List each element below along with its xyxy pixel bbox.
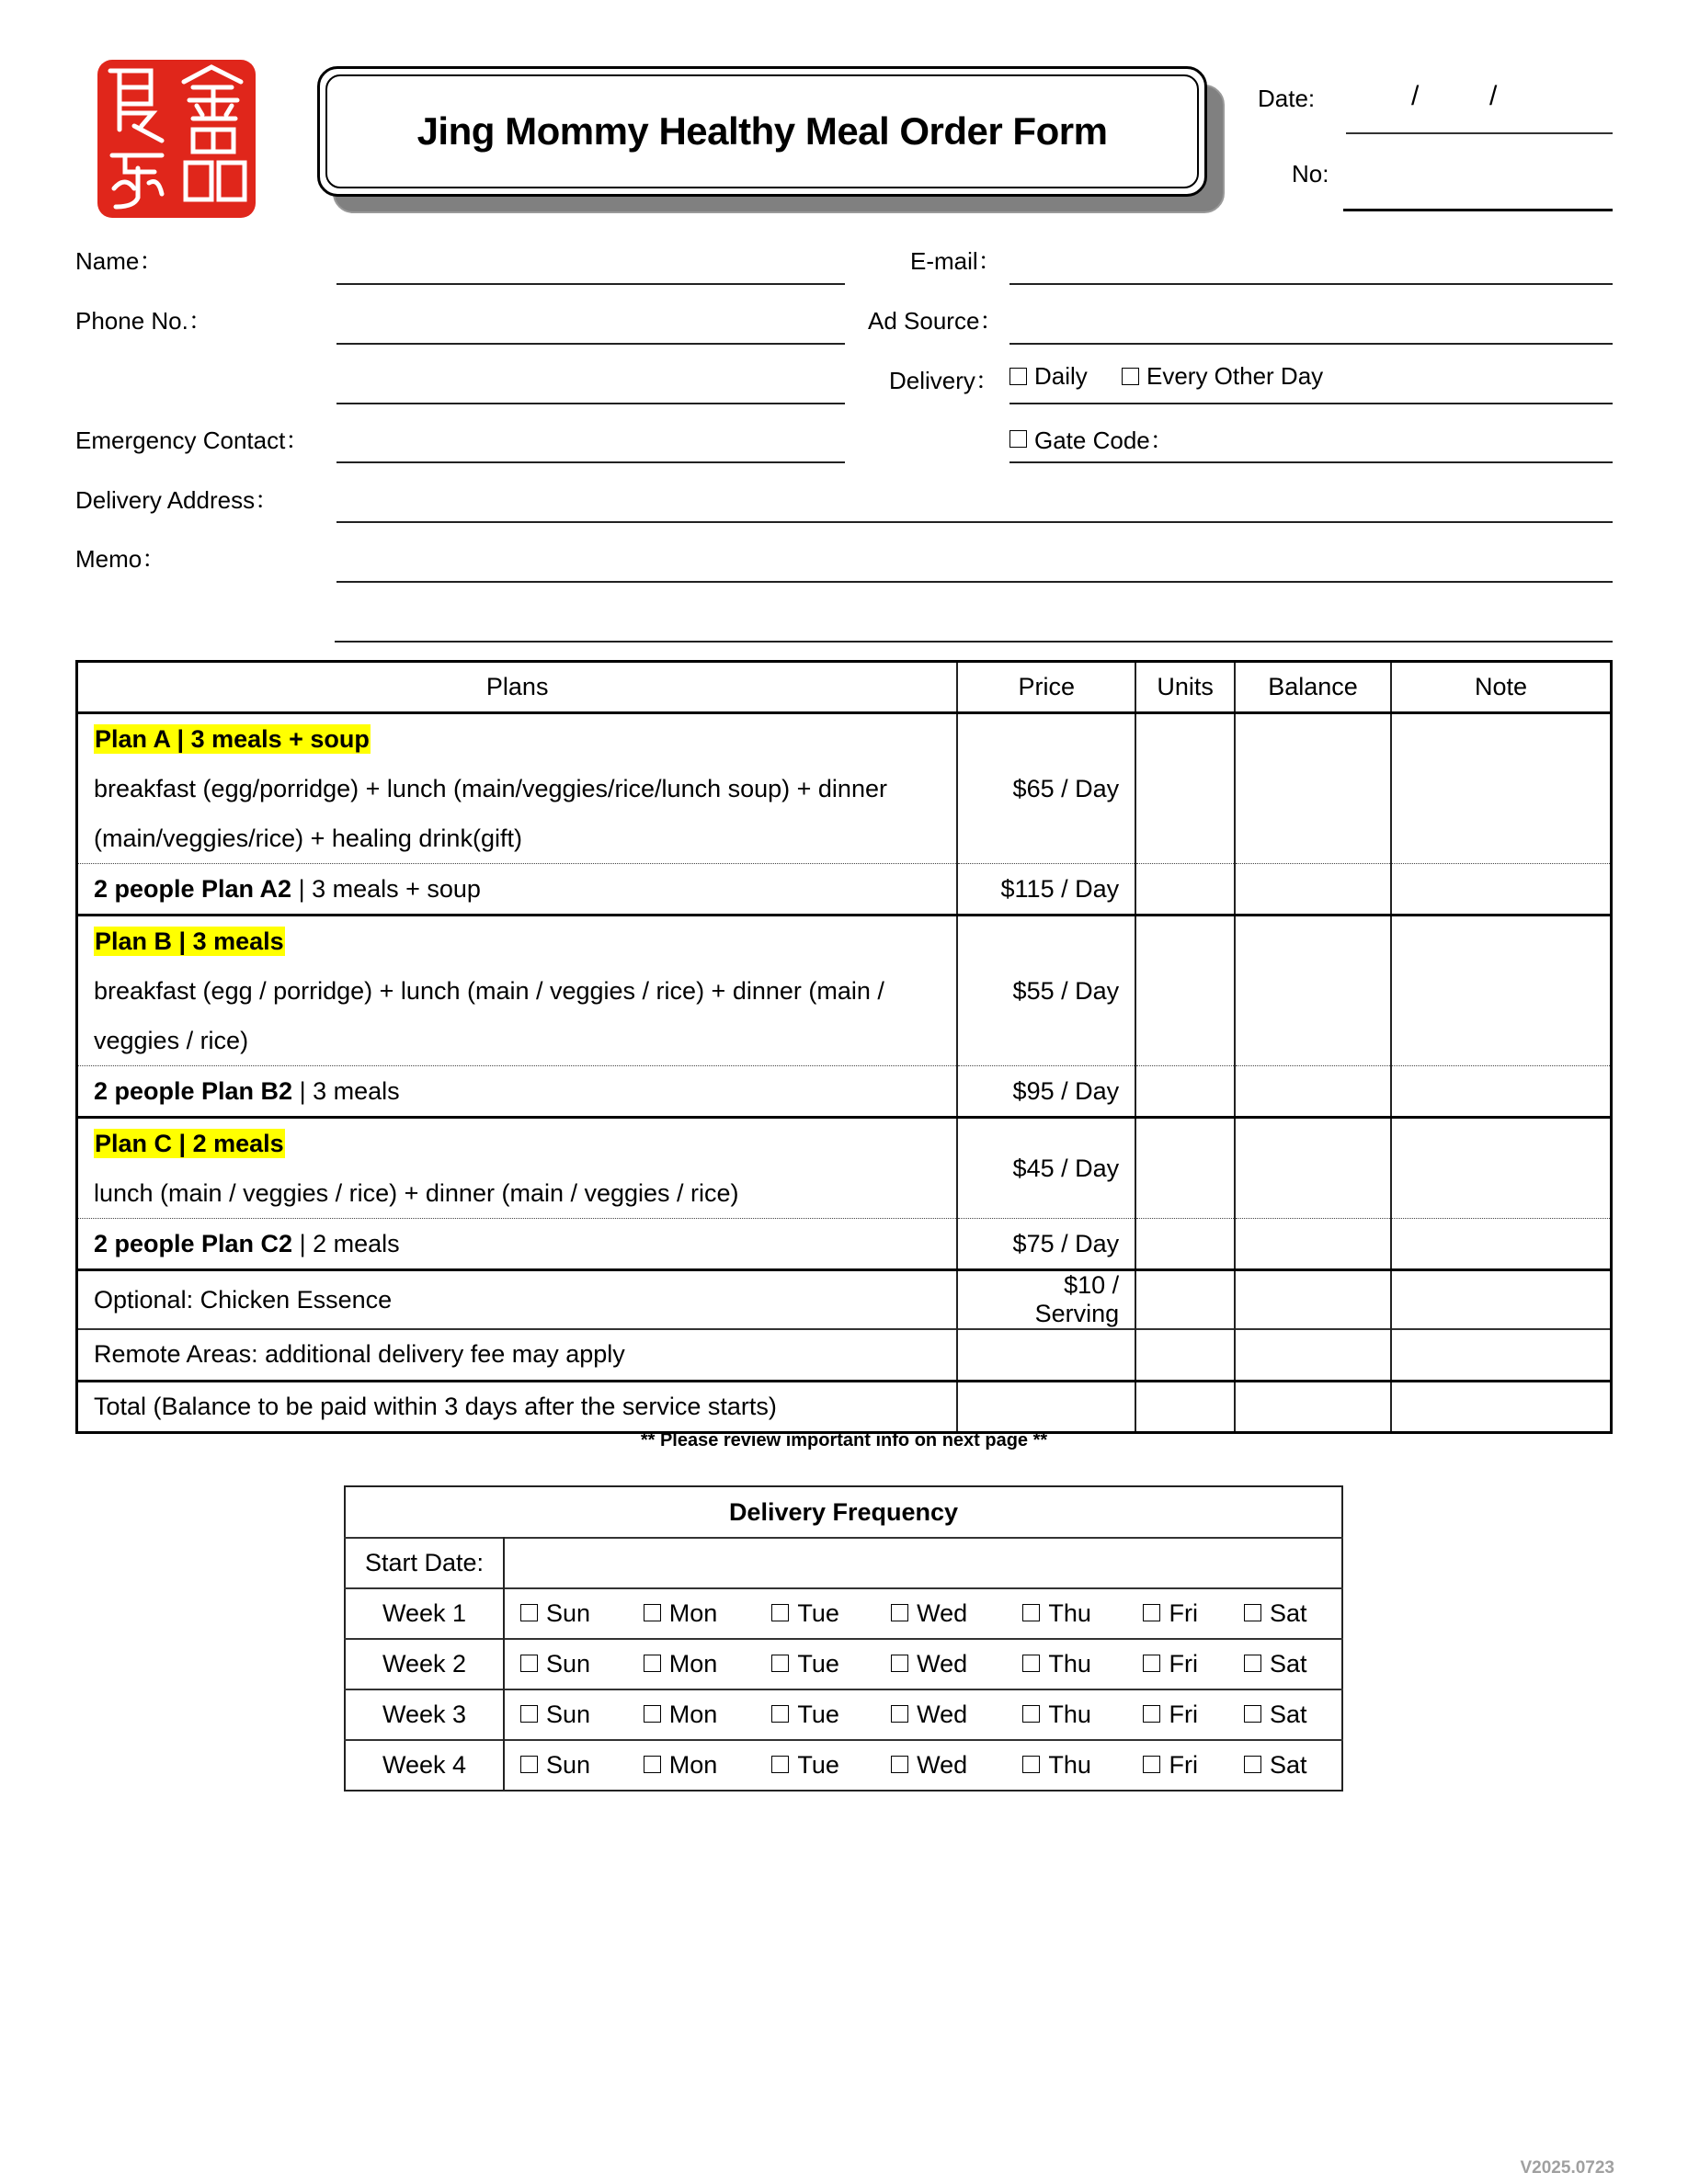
balance-cell[interactable] [1235, 1118, 1391, 1219]
balance-cell[interactable] [1235, 1329, 1391, 1381]
table-row-plan-b [77, 916, 1612, 1066]
checkbox-icon[interactable] [1143, 1756, 1160, 1773]
day-label: Thu [1048, 1599, 1091, 1627]
day-option-sat[interactable] [1228, 1689, 1342, 1740]
units-cell[interactable] [1135, 1219, 1235, 1270]
checkbox-icon[interactable] [891, 1604, 908, 1621]
remote-label: Remote Areas: additional delivery fee may apply [77, 1329, 958, 1381]
name-label: Name： [75, 247, 164, 275]
day-option-tue[interactable] [756, 1588, 875, 1639]
checkbox-icon[interactable] [891, 1756, 908, 1773]
table-row-total [77, 1381, 1612, 1432]
day-label: Thu [1048, 1701, 1091, 1728]
optional-price: $10 / Serving [957, 1270, 1135, 1330]
day-option-sat[interactable] [1228, 1740, 1342, 1791]
table-row-optional [77, 1270, 1612, 1330]
balance-cell[interactable] [1235, 713, 1391, 864]
plan-c2-detail: | 2 meals [292, 1229, 400, 1257]
plan-b2-price: $95 / Day [957, 1066, 1135, 1118]
balance-cell[interactable] [1235, 916, 1391, 1066]
plan-a2-detail: | 3 meals + soup [291, 874, 481, 903]
gate-code-input-line[interactable] [1009, 461, 1613, 463]
table-header-row [77, 662, 1612, 713]
emergency-contact-label: Emergency Contact： [75, 427, 310, 454]
checkbox-icon[interactable] [1009, 430, 1027, 448]
memo-input-line-2[interactable] [335, 641, 1613, 643]
logo [97, 60, 256, 218]
day-label: Sun [546, 1751, 591, 1779]
balance-cell[interactable] [1235, 1219, 1391, 1270]
day-label: Thu [1048, 1751, 1091, 1779]
day-label: Thu [1048, 1650, 1091, 1678]
day-label: Tue [797, 1751, 839, 1779]
week-label: Week 3 [345, 1689, 504, 1740]
table-row-remote [77, 1329, 1612, 1381]
date-label: Date: [1258, 85, 1316, 112]
checkbox-icon[interactable] [644, 1756, 661, 1773]
optional-label: Optional: Chicken Essence [77, 1270, 958, 1330]
day-label: Sun [546, 1701, 591, 1728]
page-title: Jing Mommy Healthy Meal Order Form [416, 109, 1108, 153]
checkbox-icon[interactable] [520, 1604, 538, 1621]
note-cell[interactable] [1391, 1329, 1612, 1381]
day-label: Fri [1169, 1751, 1198, 1779]
day-label: Sun [546, 1599, 591, 1627]
no-input-line[interactable] [1343, 209, 1613, 211]
day-option-fri[interactable] [1127, 1689, 1228, 1740]
checkbox-icon[interactable] [1122, 368, 1139, 385]
day-option-wed[interactable] [875, 1588, 1007, 1639]
day-label: Wed [917, 1701, 968, 1728]
plan-c2-price: $75 / Day [957, 1219, 1135, 1270]
version-label: V2025.0723 [1520, 2158, 1614, 2178]
plan-b-desc-2: veggies / rice) [94, 1027, 249, 1054]
checkbox-icon[interactable] [520, 1756, 538, 1773]
delivery-option-daily[interactable] [1009, 362, 1088, 391]
freq-title-row [345, 1486, 1342, 1538]
phone-label: Phone No.： [75, 307, 212, 335]
week-row [345, 1639, 1342, 1689]
ad-source-label: Ad Source： [868, 307, 1004, 335]
review-note: ** Please review important info on next page ** [640, 1430, 1048, 1450]
day-option-mon[interactable] [628, 1689, 757, 1740]
checkbox-icon[interactable] [1022, 1655, 1040, 1672]
chinese-seal-logo-icon [97, 60, 256, 218]
checkbox-icon[interactable] [644, 1604, 661, 1621]
units-cell[interactable] [1135, 916, 1235, 1066]
day-option-wed[interactable] [875, 1639, 1007, 1689]
units-cell[interactable] [1135, 1118, 1235, 1219]
balance-cell[interactable] [1235, 1066, 1391, 1118]
plan-a-desc: breakfast (egg/porridge) + lunch (main/veggies/rice/lunch soup) + dinner [94, 775, 887, 802]
checkbox-icon[interactable] [771, 1705, 789, 1723]
day-option-sun[interactable] [504, 1740, 628, 1791]
checkbox-icon[interactable] [771, 1604, 789, 1621]
delivery-address-label: Delivery Address： [75, 486, 279, 514]
delivery-label: Delivery： [889, 367, 999, 394]
day-option-tue[interactable] [756, 1639, 875, 1689]
gate-code-option[interactable] [1009, 422, 1174, 456]
checkbox-icon[interactable] [1022, 1756, 1040, 1773]
plans-table [75, 660, 1613, 1434]
day-option-thu[interactable] [1007, 1588, 1127, 1639]
delivery-address-input-line[interactable] [336, 521, 1613, 523]
checkbox-icon[interactable] [891, 1655, 908, 1672]
start-date-row [345, 1538, 1342, 1588]
day-option-sat[interactable] [1228, 1639, 1342, 1689]
units-cell[interactable] [1135, 1329, 1235, 1381]
day-label: Wed [917, 1751, 968, 1779]
plan-b-cell [77, 916, 958, 1066]
emergency-contact-input-line[interactable] [336, 461, 845, 463]
day-option-tue[interactable] [756, 1689, 875, 1740]
memo-input-line[interactable] [336, 581, 1613, 583]
day-option-sun[interactable] [504, 1588, 628, 1639]
day-label: Mon [668, 1701, 718, 1728]
day-option-tue[interactable] [756, 1740, 875, 1791]
checkbox-icon[interactable] [1143, 1604, 1160, 1621]
checkbox-icon[interactable] [771, 1655, 789, 1672]
freq-title: Delivery Frequency [728, 1497, 959, 1526]
plan-c-desc: lunch (main / veggies / rice) + dinner (main / veggies / rice) [94, 1179, 739, 1207]
day-option-thu[interactable] [1007, 1639, 1127, 1689]
day-option-thu[interactable] [1007, 1740, 1127, 1791]
start-date-label: Start Date: [345, 1538, 504, 1588]
checkbox-icon[interactable] [1143, 1655, 1160, 1672]
units-cell[interactable] [1135, 1270, 1235, 1330]
day-label: Tue [797, 1599, 839, 1627]
delivery-line [1009, 403, 1613, 404]
checkbox-icon[interactable] [1009, 368, 1027, 385]
day-label: Sat [1270, 1701, 1307, 1728]
plan-b-desc: breakfast (egg / porridge) + lunch (main / veggies / rice) + dinner (main / [94, 977, 884, 1005]
col-header-units: Units [1135, 662, 1235, 713]
plan-a2-price: $115 / Day [957, 864, 1135, 916]
plan-a-price: $65 / Day [957, 713, 1135, 864]
units-cell[interactable] [1135, 864, 1235, 916]
checkbox-icon[interactable] [1244, 1705, 1261, 1723]
delivery-option-label: Every Other Day [1146, 362, 1324, 390]
day-label: Fri [1169, 1650, 1198, 1678]
day-label: Sat [1270, 1650, 1307, 1678]
date-separator: / [1411, 81, 1420, 111]
plan-a2-cell [77, 864, 958, 916]
week-row [345, 1588, 1342, 1639]
units-cell[interactable] [1135, 713, 1235, 864]
note-cell[interactable] [1391, 1066, 1612, 1118]
checkbox-icon[interactable] [771, 1756, 789, 1773]
day-option-sun[interactable] [504, 1639, 628, 1689]
title-box [317, 66, 1207, 197]
day-option-mon[interactable] [628, 1740, 757, 1791]
day-option-thu[interactable] [1007, 1689, 1127, 1740]
day-label: Mon [668, 1751, 718, 1779]
balance-cell[interactable] [1235, 1381, 1391, 1432]
plan-b2-name: 2 people Plan B2 [94, 1076, 293, 1105]
no-label: No: [1292, 160, 1329, 188]
table-row-plan-c2 [77, 1219, 1612, 1270]
plan-c-title: Plan C | 2 meals [95, 1130, 284, 1157]
note-cell[interactable] [1391, 1270, 1612, 1330]
day-label: Wed [917, 1650, 968, 1678]
day-label: Wed [917, 1599, 968, 1627]
checkbox-icon[interactable] [1244, 1756, 1261, 1773]
ad-source-input-line[interactable] [1009, 343, 1613, 345]
start-date-input[interactable] [504, 1538, 1342, 1588]
day-option-sat[interactable] [1228, 1588, 1342, 1639]
table-row-plan-c [77, 1118, 1612, 1219]
day-option-fri[interactable] [1127, 1588, 1228, 1639]
balance-cell[interactable] [1235, 1270, 1391, 1330]
day-label: Fri [1169, 1599, 1198, 1627]
day-option-fri[interactable] [1127, 1740, 1228, 1791]
table-row-plan-a2 [77, 864, 1612, 916]
plan-a-cell [77, 713, 958, 864]
units-cell[interactable] [1135, 1381, 1235, 1432]
note-cell[interactable] [1391, 1219, 1612, 1270]
memo-label: Memo： [75, 545, 166, 573]
checkbox-icon[interactable] [520, 1655, 538, 1672]
col-header-balance: Balance [1235, 662, 1391, 713]
note-cell[interactable] [1391, 916, 1612, 1066]
price-cell [957, 1381, 1135, 1432]
day-label: Tue [797, 1650, 839, 1678]
day-label: Mon [668, 1650, 718, 1678]
checkbox-icon[interactable] [891, 1705, 908, 1723]
day-label: Tue [797, 1701, 839, 1728]
phone-input-line-2[interactable] [336, 403, 845, 404]
col-header-price: Price [957, 662, 1135, 713]
table-row-plan-b2 [77, 1066, 1612, 1118]
plan-a-desc-2: (main/veggies/rice) + healing drink(gift) [94, 825, 522, 852]
day-label: Fri [1169, 1701, 1198, 1728]
gate-code-label: Gate Code： [1034, 427, 1174, 454]
week-label: Week 1 [345, 1588, 504, 1639]
note-cell[interactable] [1391, 713, 1612, 864]
plan-b-price: $55 / Day [957, 916, 1135, 1066]
plan-b2-cell [77, 1066, 958, 1118]
day-label: Sat [1270, 1599, 1307, 1627]
day-label: Sun [546, 1650, 591, 1678]
note-cell[interactable] [1391, 1381, 1612, 1432]
plan-c2-cell [77, 1219, 958, 1270]
plan-b2-detail: | 3 meals [292, 1076, 400, 1105]
date-separator: / [1489, 81, 1498, 111]
day-option-wed[interactable] [875, 1740, 1007, 1791]
col-header-plans: Plans [77, 662, 958, 713]
week-label: Week 4 [345, 1740, 504, 1791]
phone-input-line[interactable] [336, 343, 845, 345]
day-option-sun[interactable] [504, 1689, 628, 1740]
day-label: Mon [668, 1599, 718, 1627]
date-input-line[interactable] [1346, 132, 1613, 134]
delivery-option-every-other-day[interactable] [1122, 362, 1323, 391]
note-cell[interactable] [1391, 864, 1612, 916]
plan-a-title: Plan A | 3 meals + soup [95, 725, 370, 753]
delivery-frequency-table [344, 1485, 1343, 1792]
checkbox-icon[interactable] [1244, 1655, 1261, 1672]
plan-a2-name: 2 people Plan A2 [94, 874, 292, 903]
plan-b-title: Plan B | 3 meals [95, 927, 284, 955]
day-option-mon[interactable] [628, 1639, 757, 1689]
email-input-line[interactable] [1009, 283, 1613, 285]
checkbox-icon[interactable] [644, 1655, 661, 1672]
day-option-wed[interactable] [875, 1689, 1007, 1740]
checkbox-icon[interactable] [1022, 1604, 1040, 1621]
title-box-inner [325, 74, 1199, 188]
day-option-mon[interactable] [628, 1588, 757, 1639]
price-cell [957, 1329, 1135, 1381]
day-label: Sat [1270, 1751, 1307, 1779]
plan-c-price: $45 / Day [957, 1118, 1135, 1219]
plan-c2-name: 2 people Plan C2 [94, 1229, 293, 1257]
name-input-line[interactable] [336, 283, 845, 285]
email-label: E-mail： [910, 247, 1002, 275]
balance-cell[interactable] [1235, 864, 1391, 916]
units-cell[interactable] [1135, 1066, 1235, 1118]
week-row [345, 1689, 1342, 1740]
week-label: Week 2 [345, 1639, 504, 1689]
checkbox-icon[interactable] [1244, 1604, 1261, 1621]
note-cell[interactable] [1391, 1118, 1612, 1219]
checkbox-icon[interactable] [1143, 1705, 1160, 1723]
delivery-option-label: Daily [1034, 362, 1088, 390]
week-row [345, 1740, 1342, 1791]
checkbox-icon[interactable] [1022, 1705, 1040, 1723]
table-row-plan-a [77, 713, 1612, 864]
checkbox-icon[interactable] [520, 1705, 538, 1723]
total-label: Total (Balance to be paid within 3 days after the service starts) [77, 1381, 958, 1432]
checkbox-icon[interactable] [644, 1705, 661, 1723]
plan-c-cell [77, 1118, 958, 1219]
col-header-note: Note [1391, 662, 1612, 713]
day-option-fri[interactable] [1127, 1639, 1228, 1689]
